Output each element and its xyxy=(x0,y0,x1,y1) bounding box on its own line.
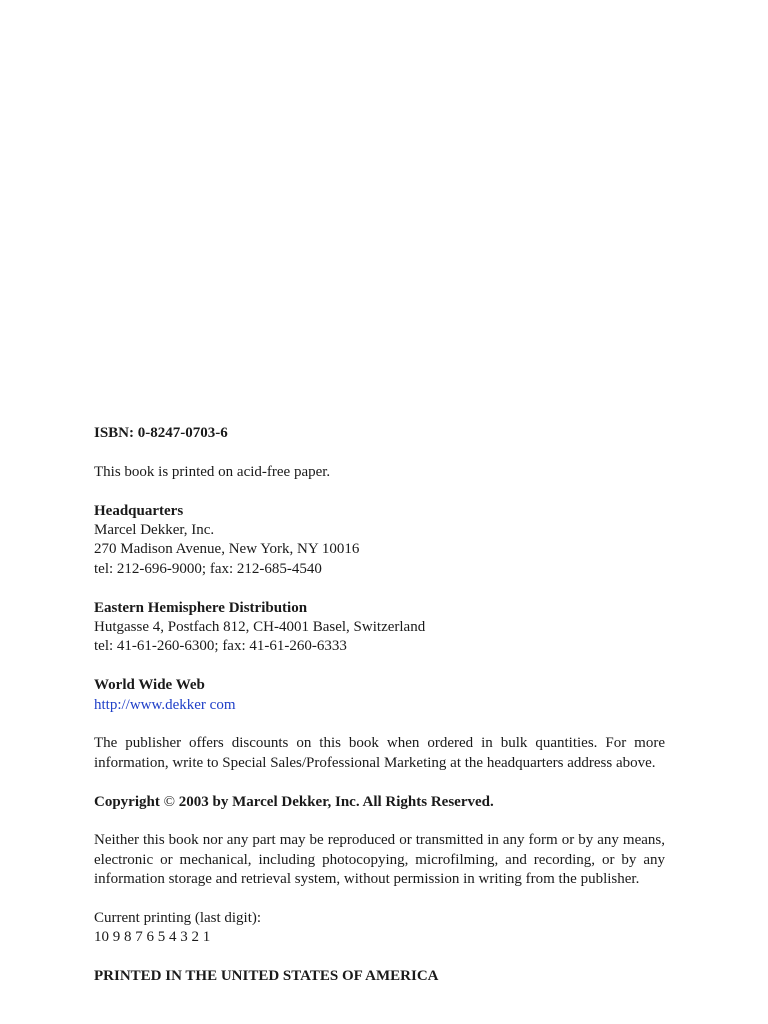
eastern-phone: tel: 41-61-260-6300; fax: 41-61-260-6333 xyxy=(94,638,347,655)
website-link[interactable]: http://www.dekker com xyxy=(94,696,236,713)
discounts-paragraph: The publisher offers discounts on this book when ordered in bulk quantities. For more information, write to Special Sales/Professional Marketing at the headquarters address above. xyxy=(94,735,665,771)
web-heading: World Wide Web xyxy=(94,677,205,694)
copyright-icon: © xyxy=(163,793,175,810)
web-block xyxy=(94,676,665,715)
headquarters-heading: Headquarters xyxy=(94,502,184,519)
headquarters-phone: tel: 212-696-9000; fax: 212-685-4540 xyxy=(94,560,322,577)
headquarters-address: 270 Madison Avenue, New York, NY 10016 xyxy=(94,541,360,558)
rights-paragraph: Neither this book nor any part may be reproduced or transmitted in any form or by any means, electronic or mechanical, including photocopying, microfilming, and recording, or by any information storage and retrieval system, without permission in writing from the publisher. xyxy=(94,832,665,888)
copyright-rest: 2003 by Marcel Dekker, Inc. All Rights Reserved. xyxy=(178,793,494,810)
printing-label: Current printing (last digit): xyxy=(94,910,262,927)
copyright-page xyxy=(94,424,665,987)
isbn: ISBN: 0-8247-0703-6 xyxy=(94,425,228,441)
headquarters-company: Marcel Dekker, Inc. xyxy=(94,522,215,538)
eastern-heading: Eastern Hemisphere Distribution xyxy=(94,599,308,616)
copyright-prefix: Copyright xyxy=(94,793,160,810)
eastern-distribution-block xyxy=(94,599,665,657)
acid-free-note: This book is printed on acid-free paper. xyxy=(94,463,331,480)
copyright-line xyxy=(94,793,665,812)
eastern-address: Hutgasse 4, Postfach 812, CH-4001 Basel, Switzerland xyxy=(94,619,426,636)
printing-digits: 10 9 8 7 6 5 4 3 2 1 xyxy=(94,929,211,946)
headquarters-block xyxy=(94,502,665,580)
printed-in-line: PRINTED IN THE UNITED STATES OF AMERICA xyxy=(94,968,439,985)
